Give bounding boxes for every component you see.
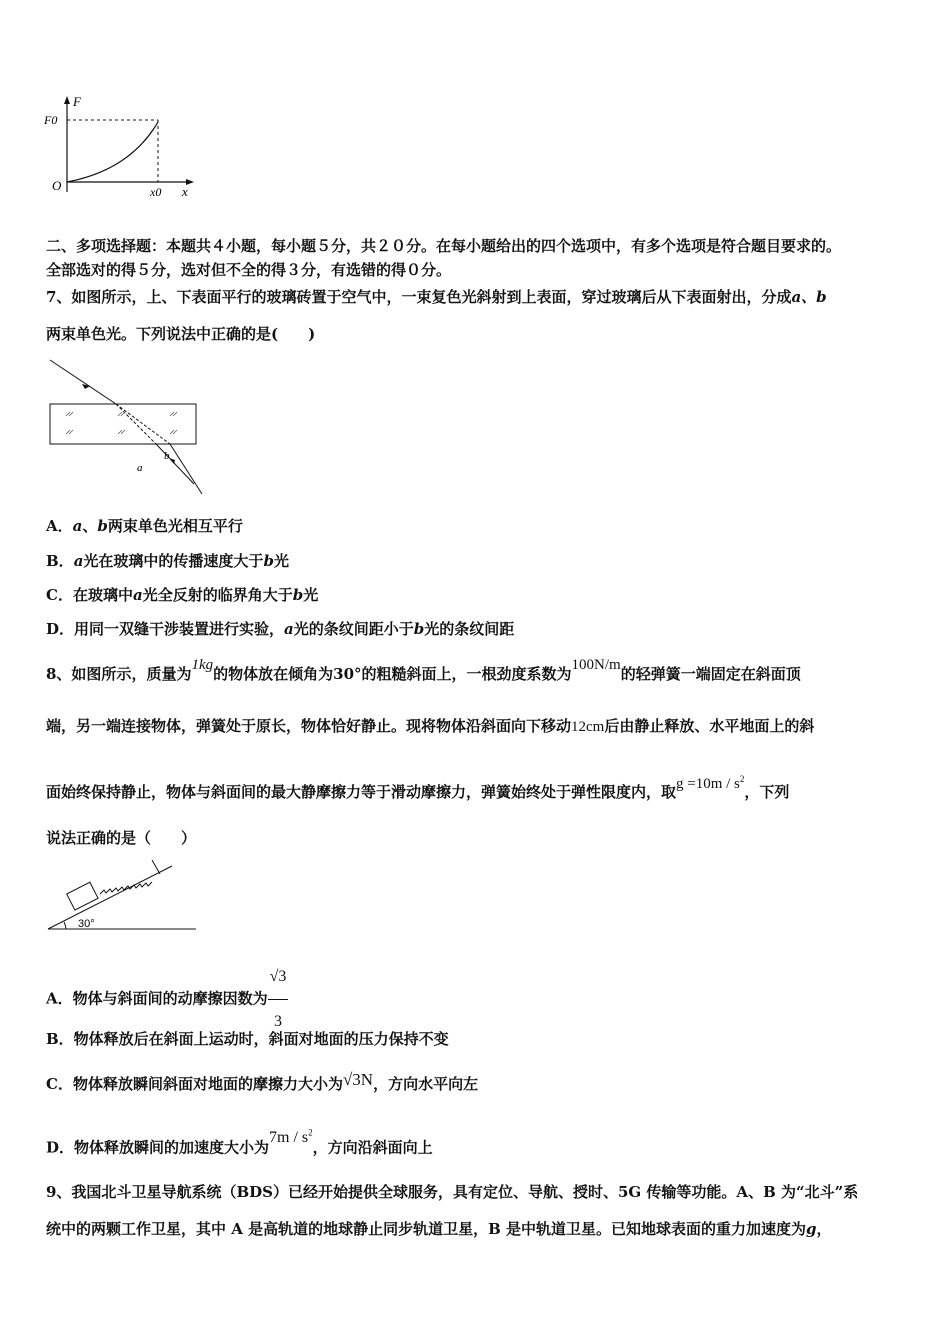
stiffness-value: 100N/m	[571, 657, 621, 673]
incline-surface	[48, 866, 172, 929]
glass-hatching	[66, 412, 177, 434]
q8-option-c[interactable]: C．物体释放瞬间斜面对地面的摩擦力大小为√3N，方向水平向左	[46, 1070, 479, 1093]
section-header-line2: 全部选对的得５分，选对但不全的得３分，有选错的得０分。	[46, 261, 452, 279]
q7-option-d[interactable]: D．用同一双缝干涉装置进行实验，a光的条纹间距小于b光的条纹间距	[46, 620, 515, 638]
section-header-line1: 二、多项选择题：本题共４小题，每小题５分，共２０分。在每小题给出的四个选项中，有多个选项是符合题目要求的。	[46, 237, 842, 255]
q7-stem-line1: 7、如图所示，上、下表面平行的玻璃砖置于空气中，一束复色光斜射到上表面，穿过玻璃后从下表面射出，分成a、b	[46, 288, 827, 306]
gravity-value: $g =10m / s^2$	[676, 774, 745, 792]
exit-ray-a	[156, 444, 194, 484]
q7-option-b[interactable]: B．a光在玻璃中的传播速度大于b光	[46, 552, 289, 570]
x-axis-label: x	[182, 184, 188, 199]
spring-wall	[152, 860, 160, 874]
y-axis-label: F	[73, 94, 81, 109]
angle-arc	[64, 922, 66, 929]
q7-option-a[interactable]: A．a、b两束单色光相互平行	[46, 517, 243, 535]
q9-stem-line2: 统中的两颗工作卫星，其中 A 是高轨道的地球静止同步轨道卫星，B 是中轨道卫星。已知地球表面的重力加速度为g，	[46, 1220, 832, 1238]
spring	[100, 882, 152, 894]
q8-option-a[interactable]: A．物体与斜面间的动摩擦因数为 $\frac{√3}{3}$	[46, 955, 288, 1044]
q7-stem-line2: 两束单色光。下列说法中正确的是( )	[46, 325, 316, 343]
glass-slab	[50, 404, 196, 444]
refracted-ray-a	[116, 404, 156, 444]
exit-arrow-a	[169, 458, 175, 464]
q7-option-c[interactable]: C．在玻璃中a光全反射的临界角大于b光	[46, 586, 319, 604]
ray-a-label: a	[137, 462, 143, 474]
f0-label: F0	[44, 113, 58, 127]
incident-ray-arrow	[82, 384, 90, 389]
origin-label: O	[52, 178, 62, 193]
q8-stem-line3: 面始终保持静止，物体与斜面间的最大静摩擦力等于滑动摩擦力，弹簧始终处于弹性限度内，取$g =10m / s^2$，下列	[46, 774, 790, 801]
refracted-ray-b	[116, 404, 170, 444]
y-axis-arrow	[64, 96, 70, 104]
q7-stem-vars: a、b	[791, 288, 827, 306]
force-displacement-graph	[40, 92, 200, 202]
x0-label: x0	[150, 185, 162, 199]
ray-b-label: b	[164, 450, 170, 462]
exit-ray-b	[170, 444, 202, 494]
incline-angle-label: 30°	[78, 918, 95, 930]
q9-stem-line1: 9、我国北斗卫星导航系统（BDS）已经开始提供全球服务，具有定位、导航、授时、5G 传输等功能。A、B 为“北斗”系	[46, 1183, 859, 1201]
q8-stem-line2: 端，另一端连接物体，弹簧处于原长，物体恰好静止。现将物体沿斜面向下移动12cm后由静止释放、水平地面上的斜	[46, 717, 815, 735]
incline-spring-diagram	[44, 856, 204, 936]
mass-value: 1kg	[191, 657, 214, 673]
friction-force-value: √3N	[342, 1070, 374, 1089]
q8-option-d[interactable]: D．物体释放瞬间的加速度大小为$7m / s^2$，方向沿斜面向上	[46, 1128, 433, 1157]
force-curve	[67, 122, 158, 182]
q8-option-b[interactable]: B．物体释放后在斜面上运动时，斜面对地面的压力保持不变	[46, 1030, 449, 1048]
q8-stem-line4: 说法正确的是（ ）	[46, 829, 197, 847]
displacement-value: 12cm	[571, 719, 605, 735]
incident-ray	[50, 360, 116, 404]
acceleration-value: $7m / s^2$	[269, 1128, 313, 1147]
friction-coefficient-fraction: $\frac{√3}{3}$	[268, 955, 289, 1044]
q8-stem-line1: 8、如图所示，质量为1kg的物体放在倾角为30°的粗糙斜面上，一根劲度系数为100N/m的轻弹簧一端固定在斜面顶	[46, 657, 801, 683]
glass-slab-diagram	[44, 354, 214, 499]
